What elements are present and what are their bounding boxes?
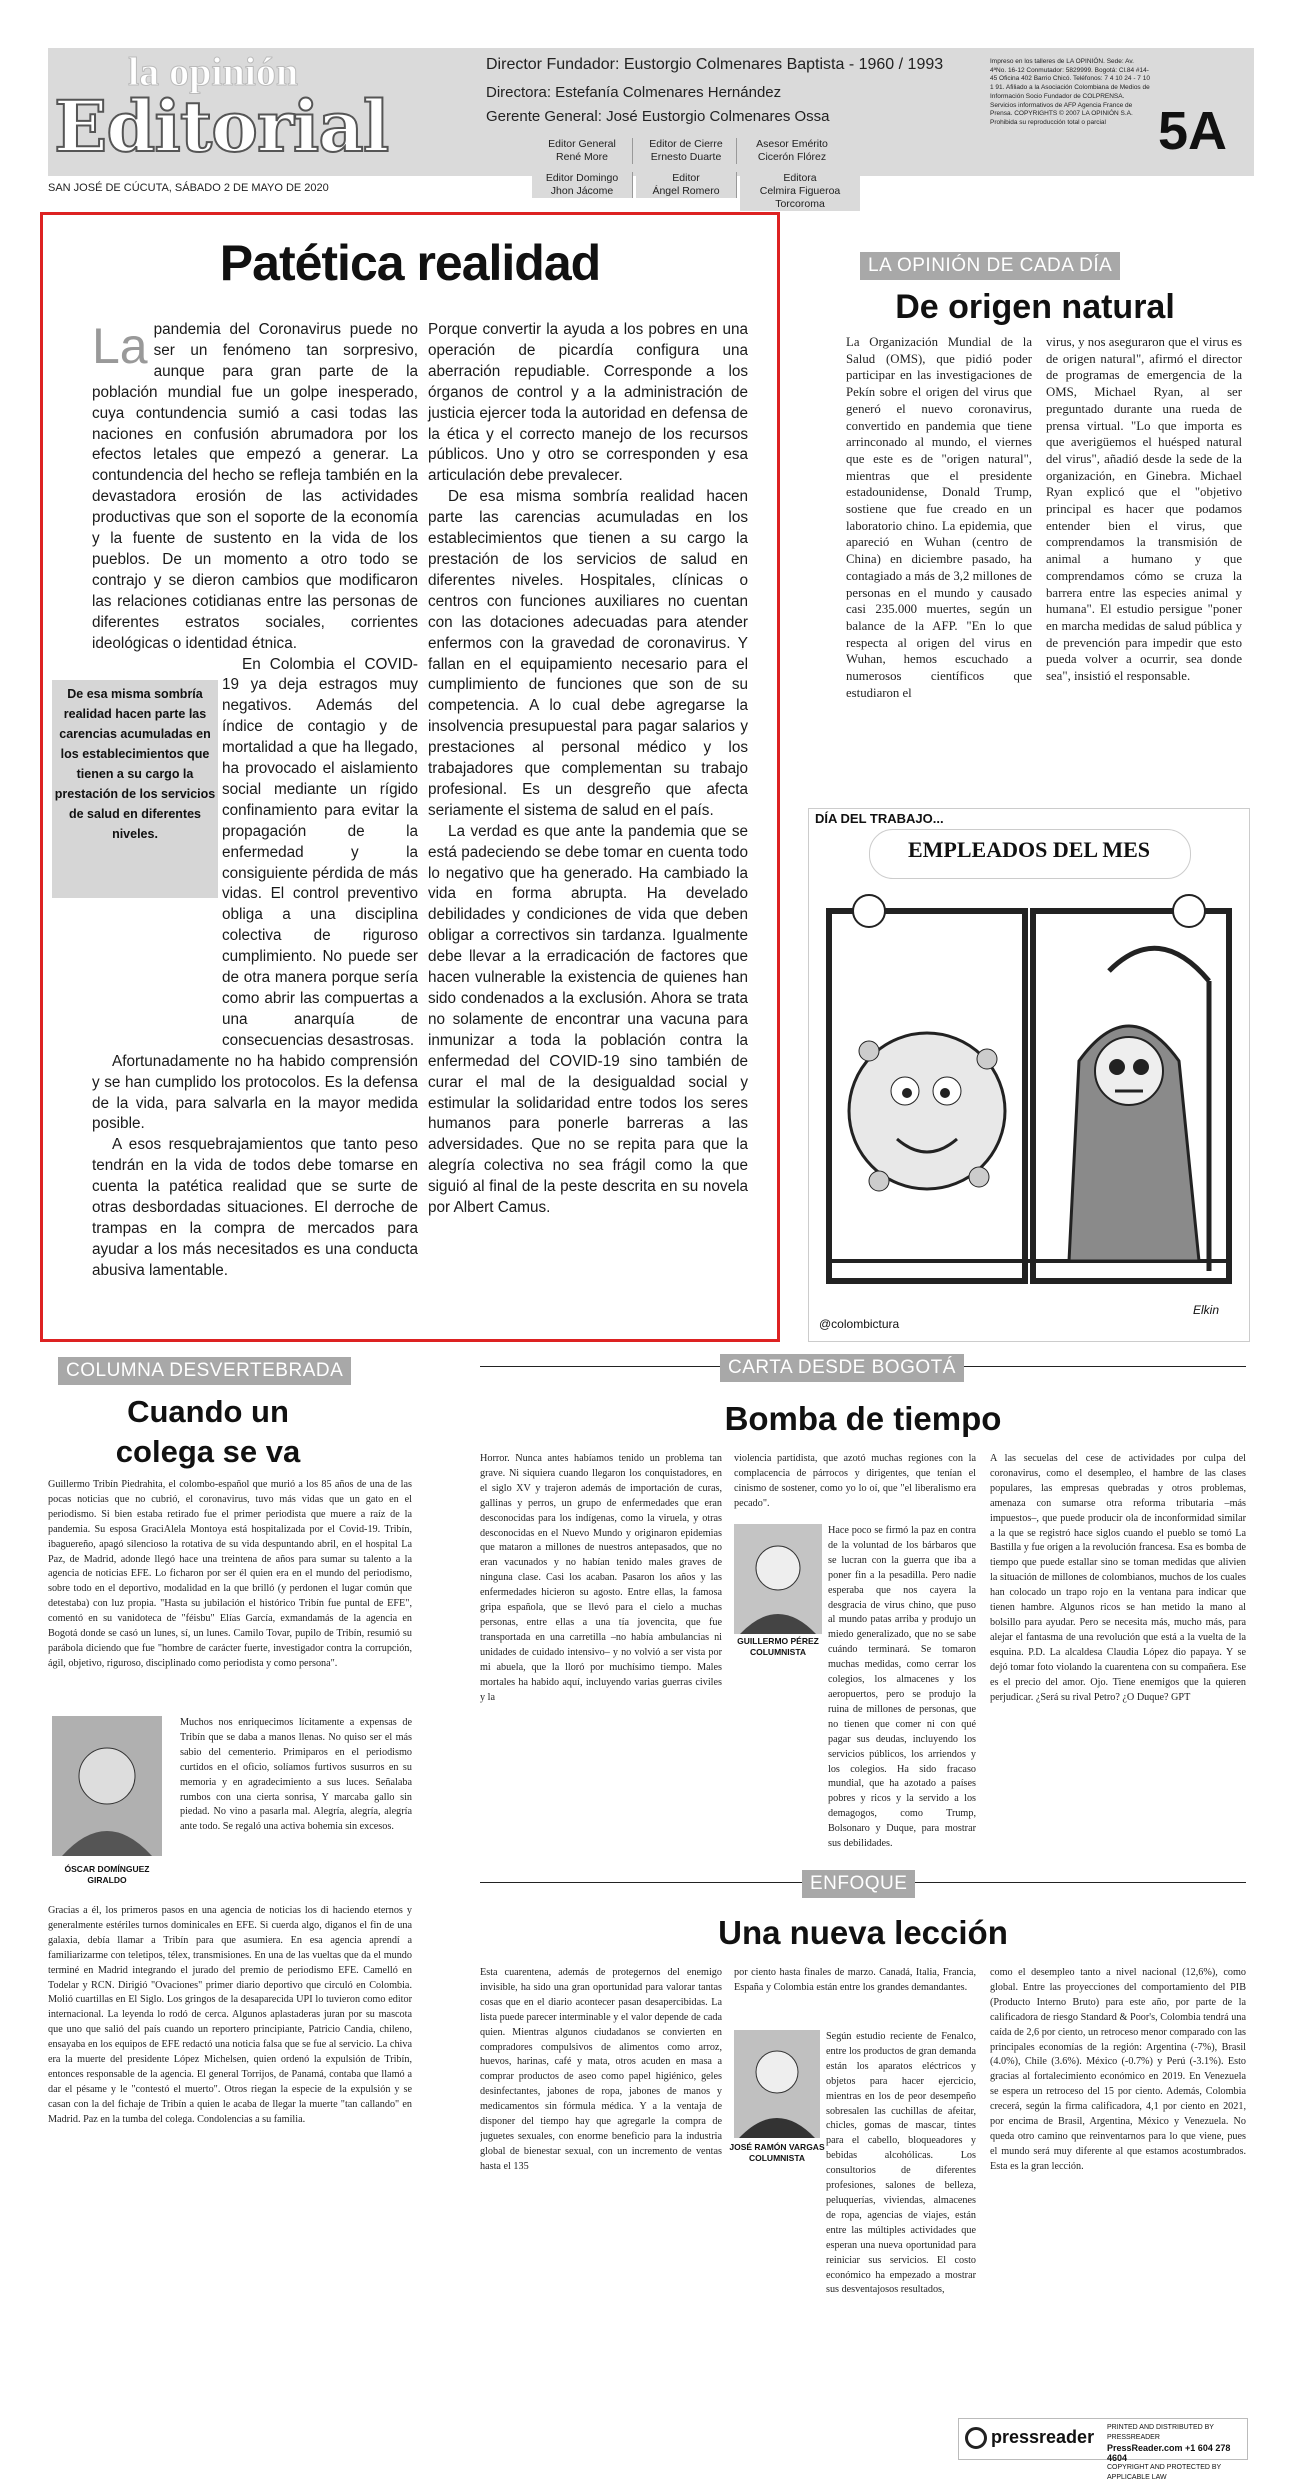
carta-columnist-photo: [734, 1524, 822, 1634]
editorial-paragraph: De esa misma sombría realidad hacen parte las carencias acumuladas en los establecimientos que tienen a su cargo la prestación de los servicios de salud en diferentes niveles. Hospitales, clínicas o centros con funciones auxiliares no cuentan con las dotaciones adecuadas para atender enfermos con la gravedad de coronavirus. Y fallan en el equipamiento necesario para el cumplimiento de funciones que son de su competencia. A lo cual debe agregarse la insolvencia presupuestal para pagar salarios y prestaciones al personal médico y los trabajadores que complementan su trabajo profesional. Es un desgreño que afecta seriamente el sistema de salud en el país.: [428, 488, 748, 819]
enfoque-title: Una nueva lección: [718, 1914, 1008, 1951]
staff-editor-cierre: Editor de Cierre Ernesto Duarte: [636, 138, 737, 164]
logo-top: la opinión: [128, 49, 299, 94]
carta-columnist-credit: GUILLERMO PÉREZ COLUMNISTA: [737, 1636, 819, 1657]
carta-title: Bomba de tiempo: [724, 1400, 1002, 1437]
editorial-title: Patética realidad: [219, 235, 601, 291]
page-number: 5A: [1158, 101, 1228, 161]
carta-column-1: Horror. Nunca antes habíamos tenido un problema tan grave. Ni siquiera cuando llegaron los conquistadores, en el siglo XV y trajeron además de importación de curas, gallinas y perros, un grupo de enfermedades que eran desconocidas para los indígenas, como la viruela, y otras desconocidas en el Nuevo Mundo y originaron epidemias que mataron a millones de nuestros antepasados, que no eran vacunados y no habían tenido males graves de ninguna clase. Casi los acaban. Pasaron los años y las enfermedades hicieron su agosto. Entre ellas, la famosa gripa española, que se llevó para el cielo a muchas personas, entre ellas a una tía jovencita, que fue transportada en una carretilla –no había ambulancias ni unidades de cuidado intensivo– y no volvió a ser vista por mi abuela, que la lloró por muchísimo tiempo. Males mortales ha habido aquí, incluyendo varias guerras civiles y la: [480, 1453, 722, 1703]
dateline: SAN JOSÉ DE CÚCUTA, SÁBADO 2 DE MAYO DE 2020: [48, 182, 329, 194]
gerente-general: Gerente General: José Eustorgio Colmenares Ossa: [486, 108, 830, 125]
columna-text-2: Muchos nos enriquecimos lícitamente a expensas de Tribín que se daba a manos llenas. No quiso ser el más sabio del cementerio. Primiparos en el periodismo curtidos en el oficio, solíamos furtivos susurros en su memoria y en agradecimiento a sus luces. Señalaba rumbos con una cierta sonrisa, Y marcaba gallo sin piedad. No vino a pasarla mal. Alegría, alegría, alegría ante todo. Se regaló una activa bohemia sin excesos.: [180, 1717, 412, 1833]
enfoque-columnist-credit: JOSÉ RAMÓN VARGAS COLUMNISTA: [729, 2142, 825, 2163]
columna-text-3: Gracias a él, los primeros pasos en una agencia de noticias los di haciendo eternos y generalmente estériles turnos dominicales en EFE. Si cuerda algo, diganos el fin de una galaxia, debía llamar a Tribín para que asumiera. En esa agencia aprendí a familiarizarme con teletipos, télex, transmisiones. En una de las vueltas que da el mundo terminé en Madrid integrando el jurado del premio de periodismo EFE. Camelló en Todelar y RCN. Dirigió "Ovaciones" primer diario deportivo que circuló en Colombia. Molió cuartillas en El Siglo. Los gringos de la desaparecida UPI lo tuvieron como editor internacional. La leyenda lo rodó de cerca. Algunos aplastaderas juran por su mascota que uno que salió del país cuando un reportero principiante, Patricio Candia, chileno, ensayaba en los equipos de EFE redactó una noticia falsa que se fue al servicio. La chiva era la muerte del presidente López Michelsen, quien ordenó la expulsión de Tribín, entonces responsable de la agencia. El general Torrijos, de Panamá, contaba que llamó a dar el pésame y le "contestó el muerto". Otros riegan la especie de la expulsión y se casan con la del fichaje de Tribín a quien le acaba de llegar la muerte "tan callando" en Madrid. Paz en la tumba del colega. Condolencias a su familia.: [48, 1905, 412, 2125]
carta-column-3: A las secuelas del cese de actividades por culpa del coronavirus, como el desempleo, el hambre de las clases populares, las empresas quebradas y otros problemas, amenaza con sumarse otra reforma tributaria –más impuestos–, que puede producir ola de inconformidad similar a la que se registró hace siglos cuando el pueblo se tomó La Bastilla y fue origen a la revolución francesa. Esa es bomba de tiempo que puede estallar sino se toman medidas que alivien la situación de millones de colombianos, muchos de los cuales han colocado un trapo rojo en la ventana para indicar que tienen hambre. Algunos ricos se han metido la mano al bolsillo para ayudar. Pero se necesita más, mucho más, para alejar el fantasma de una revolución que está a la vuelta de la esquina. P.D. La alcaldesa Claudia López dio papaya. Y se dejó tomar foto violando la cuarentena con su compañera. Ese es el precio del amor. Ojo. Tiene enemigos que la quieren perjudicar. ¿Será su rival Petro? ¿O Duque? GPT: [990, 1453, 1246, 1703]
enfoque-column-2a: por ciento hasta finales de marzo. Canadá, Italia, Francia, España y Colombia están entre los grandes demandantes.: [734, 1967, 976, 1993]
enfoque-column-1: Esta cuarentena, además de protegernos del enemigo invisible, ha sido una gran oportunidad para valorar tantas cosas que en el diario acontecer pasan desapercibidas. La lista puede parecer interminable y el valor depende de cada quien. Mientras algunos ciudadanos se convierten en compradores compulsivos de alimentos como arroz, huevos, harinas, café y mata, otros acuden en masa a comprar productos de aseo como papel higiénico, geles desinfectantes, jabones de ropa, jabones de manos y medicamentos sin fórmula médica. Y a la ventaja de disponer del tiempo hay que agregarle la compra de juguetes sexuales, con enorme beneficio para la industria global de bienestar sexual, con un incremento de ventas hasta el 135: [480, 1967, 722, 2172]
cartoon: [808, 808, 1250, 1342]
staff-editor-general: Editor General René More: [532, 138, 633, 164]
cartoon-banner: EMPLEADOS DEL MES: [907, 837, 1151, 862]
pressreader-icon: [965, 2427, 987, 2449]
columnist-photo: [52, 1716, 162, 1856]
carta-section-bar: CARTA DESDE BOGOTÁ: [720, 1354, 964, 1382]
opinion-section-bar: LA OPINIÓN DE CADA DÍA: [860, 252, 1120, 280]
enfoque-column-2b: Según estudio reciente de Fenalco, entre los productos de gran demanda están los aparatos eléctricos y objetos para hacer ejercicio, mientras en los de peor desempeño sobresalen las cuchillas de afeitar, chicles, gomas de mascar, tintes para el cabello, bloqueadores y bebidas alcohólicas. Los consultorios de diferentes profesiones, salones de belleza, peluquerías, viviendas, almacenes de ropa, agencias de viajes, están entre las múltiples actividades que esperan una nueva oportunidad para reiniciar sus servicios. El costo económico ha empezado a mostrar sus desventajosos resultados,: [826, 2031, 976, 2296]
staff-editora: Editora Celmira Figueroa Torcoroma: [740, 172, 860, 211]
cartoon-signature: Elkin: [1193, 1303, 1220, 1317]
editorial-paragraph: En Colombia el COVID-19 ya deja estragos muy negativos. Además del índice de contagio y de mortalidad a que ha llegado, ha provocado el aislamiento social mediante un rígido confinamiento para evitar la propagación de la enfermedad y la consiguiente pérdida de más vidas. El control preventivo obliga a una disciplina colectiva de riguroso cumplimiento. No puede ser de otra manera porque sería como abrir las compuertas a una anarquía de consecuencias desastrosas.: [222, 655, 418, 1049]
opinion-column-1: La Organización Mundial de la Salud (OMS), que pidió poder participar en las investigaciones de Pekín sobre el origen del virus que generó el nuevo coronavirus, convertido en pandemia que tiene arrinconado al mundo, el viernes que este es de "origen natural", mientras que el presidente estadounidense, Donald Trump, sostiene que fue creado en un laboratorio chino. La epidemia, que apareció en Wuhan (centro de China) en diciembre pasado, ha contagiado a más de 3,2 millones de personas en el mundo y causado casi 235.000 muertes, según un balance de la AFP. "En lo que respecta al origen del virus en Wuhan, hemos escuchado a numerosos científicos que estudiaron el: [846, 335, 1032, 700]
reaper-character: [1069, 948, 1209, 1271]
editorial-paragraph: Porque convertir la ayuda a los pobres en una operación de picardía configura una aberración repudiable. Corresponde a los órganos de control y a la administración de justicia ejercer toda la autoridad en defensa de la ética y el correcto manejo de los recursos públicos. Uno y otro se corresponden y esa articulación debe prevalecer.: [428, 321, 748, 485]
pressreader-brand: pressreader: [991, 2427, 1095, 2447]
logo-editorial: Editorial: [54, 85, 389, 168]
columna-section-bar: COLUMNA DESVERTEBRADA: [58, 1357, 351, 1385]
staff-editor-domingo: Editor Domingo Jhon Jácome: [532, 172, 633, 198]
staff-editor: Editor Ángel Romero: [636, 172, 737, 198]
virus-character: [849, 1033, 1005, 1191]
enfoque-section-bar: ENFOQUE: [802, 1870, 915, 1898]
pressreader-footer: [958, 2418, 1248, 2481]
editorial-paragraph: pandemia del Coronavirus puede no ser un fenómeno tan sorpresivo, aunque para gran parte de la población mundial fue un golpe inesperado, cuya contundencia sumió a casi todas las naciones en confusión abrumadora por los efectos letales que empezó a generar. La contundencia del hecho se refleja también en la devastadora erosión de las actividades productivas que son el soporte de la economía y la fuente de sustento en la vida de los pueblos. De un momento a otro todo se contrajo y se dieron cambios que modificaron las relaciones cotidianas entre las personas de diferentes estratos sociales, corrientes ideológicas o identidad étnica.: [92, 321, 418, 652]
director-fundador: Director Fundador: Eustorgio Colmenares Baptista - 1960 / 1993: [486, 56, 944, 73]
enfoque-column-3: como el desempleo tanto a nivel nacional (12,6%), como global. Entre las proyecciones del comportamiento del PIB (Producto Interno Bruto) para este año, por parte de la calificadora de riesgo Standard & Poor's, Colombia tendrá una caída de 2,6 por ciento, un retroceso menor comparado con las principales economías de la región: Argentina (-7%), Brasil (4.0%), Chile (3.6%). México (-0.7%) y Perú (-3.1%). Esto gracias al fortalecimiento económico en 2019. En Venezuela se espera un retroceso del 15 por ciento. Además, Colombia crecerá, según la firma calificadora, 4,1 por ciento en 2021, por encima de Brasil, Argentina, México y Venezuela. No queda otro camino que reinventarnos para lo que viene, pues el mundo será muy diferente al que estamos acostumbrados. Esta es la gran lección.: [990, 1967, 1246, 2172]
opinion-column-2: virus, y nos aseguraron que el virus es de origen natural", afirmó el director de programas de emergencia de la OMS, Michael Ryan, al ser preguntado durante una rueda de prensa virtual. "Lo que importa es que averigüemos el huésped natural del virus", añadió desde la sede de la organización, en Ginebra. Michael Ryan explicó que el "objetivo principal es hacer que podamos entender bien el virus, que comprendamos la transmisión de animal a humano y que comprendamos cómo se cruza la barrera entre las especies animal y humana". El estudio persigue "poner en marcha medidas de salud pública y de prevención para impedir que esto pueda volver a ocurrir, sea donde sea", insistió el responsable.: [1046, 335, 1242, 684]
staff-asesor: Asesor Emérito Cicerón Flórez: [756, 138, 828, 163]
editorial-column-2: [428, 320, 748, 1320]
columnist-credit: ÓSCAR DOMÍNGUEZ GIRALDO: [64, 1864, 150, 1885]
imprint: Impreso en los talleres de LA OPINIÓN. Sede: Av. 4ªNo. 16-12 Conmutador: 5829999. Bogotá: Cl.84 #14-45 Oficina 402 Barrio Chicó. Teléfonos: 7 4 10 24 - 7 10 1 91. Afiliado a la Asociación Colombiana de Medios de Información Socio Fundador de COLPRENSA. Servicios informativos de AFP Agencia France de Prensa. COPYRIGHTS © 2007 LA OPINIÓN S.A. Prohibida su reproducción total o parcial: [990, 58, 1150, 126]
dropcap: La: [92, 318, 148, 374]
cartoon-caption: DÍA DEL TRABAJO...: [815, 811, 944, 826]
directora: Directora: Estefanía Colmenares Hernández: [486, 84, 782, 101]
carta-column-2b: Hace poco se firmó la paz en contra de la voluntad de los bárbaros que se lucran con la guerra que iba a poner fin a la pesadilla. Pero nadie esperaba que nos cayera la desgracia de virus chino, que puso al mundo patas arriba y produjo un miedo generalizado, que no se sabe cuándo terminará. Se tomaron muchas medidas, como cerrar los colegios, los almacenes y los aeropuertos, pero se produjo la ruina de millones de personas, que no tienen que comer ni con qué pagar sus deudas, incluyendo los servicios públicos, los arriendos y los colegios. Ha sido fracaso mundial, que ha azotado a países pobres y ricos y la servido a los demagogos, como Trump, Bolsonaro y Duque, para mostrar sus debilidades.: [828, 1525, 976, 1850]
editorial-paragraph: Afortunadamente no ha habido comprensión y se han cumplido los protocolos. Es la defensa de la vida, para salvarla en la mayor medida posible.: [92, 1052, 418, 1133]
cartoon-drawing: [809, 881, 1249, 1311]
carta-column-2a: violencia partidista, que azotó muchas regiones con la complacencia de párrocos y dirigentes, que tenían el cinismo de sostener, como yo lo oí, que "el liberalismo era pecado".: [734, 1453, 976, 1509]
editorial-paragraph: La verdad es que ante la pandemia que se está padeciendo se debe tomar en cuenta todo lo negativo que ha generado. Ha cambiado la vida en forma abrupta. Ha develado debilidades y condiciones de vida que deben obligar a correctivos sin tardanza. Igualmente debe llevar a la erradicación de factores que hacen vulnerable la existencia de quienes han sido condenados a la exclusión. Ahora se trata no solamente de encontrar una vacuna para inmunizar a toda la población contra la enfermedad del COVID-19 sino también de curar el mal de la desigualdad social y estimular la solidaridad entre todos los seres humanos para ponerle barreras a las adversidades. Que no se repita para que la alegría colectiva no sea frágil como la que siguió al final de la peste descrita en su novela por Albert Camus.: [428, 822, 748, 1217]
opinion-title: De origen natural: [895, 288, 1175, 326]
enfoque-columnist-photo: [734, 2030, 820, 2138]
editorial-paragraph: A esos resquebrajamientos que tanto peso tendrán en la vida de todos debe tomarse en cuenta la patética realidad que se surte de otras desbordadas situaciones. El derroche de trampas en la compra de mercados para ayudar a los más necesitados es una conducta abusiva lamentable.: [92, 1136, 418, 1279]
cartoon-handle: @colombictura: [819, 1317, 900, 1331]
pressreader-note: PRINTED AND DISTRIBUTED BY PRESSREADER PressReader.com +1 604 278 4604 COPYRIGHT AND PROTECTED BY APPLICABLE LAW: [1107, 2424, 1231, 2481]
pull-quote: De esa misma sombría realidad hacen parte las carencias acumuladas en los establecimientos que tienen a su cargo la prestación de los servicios de salud en diferentes niveles.: [52, 680, 218, 898]
columna-title: Cuando un colega se va: [115, 1394, 301, 1469]
columna-text-1: Guillermo Tribín Piedrahita, el colombo-español que murió a los 85 años de una de las pocas noticias que no cubrió, el coronavirus, tuvo más vidas que un gato en el periodismo. Si bien estaba retirado fue el primer periodista que muere a raíz de la pandemia. Su esposa GraciAlela Montoya está hospitalizada por el Covid-19. Tribín, ibaguereño, apagó silencioso la rotativa de su vida despuntando abril, en el hospital La Paz, de Madrid, adonde llegó hace una treintena de años para sumar su talento a la agencia de noticias EFE. Lo ficharon por ser él quien era en el mundo del periodismo, sobre todo en el deportivo, modalidad en la que brilló (y perdonen el lugar común que detestaba) con luz propia. "Hasta su jubilación el histórico Tribín fue puntal de EFE", comentó en su vanidoteca de "féisbu" Elías García, exmandamás de la agencia en Bogotá donde se casó un lunes, sí, un lunes. Camilo Tovar, pupilo de Tribín, resumió su parábola diciendo que fue "hombre de carácter fuerte, investigador contra la corrupción, ágil, objetivo, riguroso, disciplinado como periodista y como persona".: [48, 1479, 412, 1669]
